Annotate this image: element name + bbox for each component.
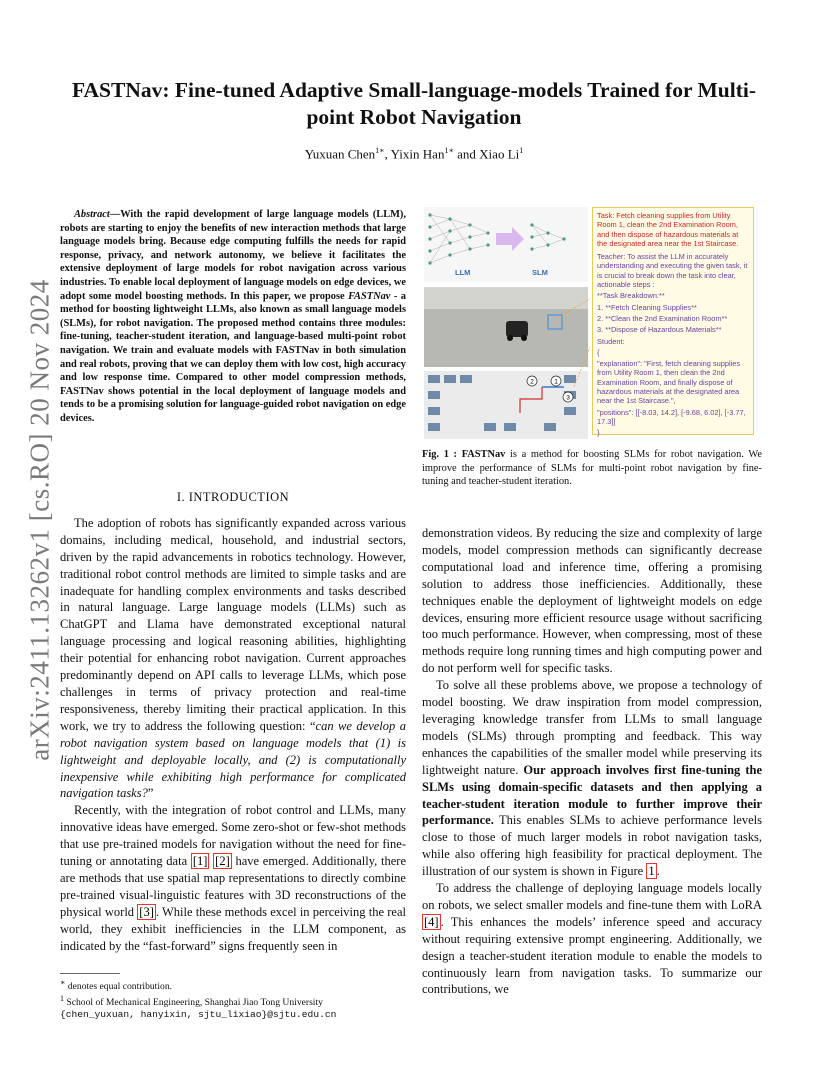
footnote: $^1$ School of Mechanical Engineering, Shanghai Jiao Tong University (60, 994, 323, 1009)
waypoint-label: 2 (530, 378, 534, 386)
author-name: Yuxuan Chen (304, 146, 376, 162)
student-explanation: "explanation": "First, fetch cleaning supplies from Utility Room 1, then clean the 2nd Examination Room, and finally dispose of hazardous materials at the designated area near the 1st Staircase.", (597, 359, 741, 406)
author-emails: {chen_yuxuan, hanyixin, sjtu_lixiao}@sjtu.edu.cn (60, 1009, 337, 1021)
paragraph: demonstration videos. By reducing the size and complexity of large models, model compression methods can significantly decrease computational load and inference time, offering a promising solution to address those inefficiencies. Additionally, these techniques enable the deployment of lightweight models on edge devices, ensuring more efficient resource usage without sacrificing too much performance. However, when compressing, most of these methods require long running times and high computing power and do not perform well for specific tasks. (422, 526, 762, 676)
left-column-body (60, 489, 406, 954)
citation-link[interactable]: [3] (139, 904, 154, 919)
figure-1 (424, 207, 764, 439)
right-column-body (422, 525, 762, 998)
prompt-dialogue-box (592, 207, 754, 438)
arxiv-identifier: arXiv:2411.13262v1 [cs.RO] 20 Nov 2024 (24, 279, 55, 761)
footnote-rule (60, 973, 120, 974)
abstract-text: —With the rapid development of large language models (LLM), robots are starting to enjoy the benefits of new interaction methods that large language models bring. Because edge computing fulfills the needs for rapid response, privacy, and network autonomy, we believe it facilitates the extensive deployment of large models for robot navigation across various industries. To enable local deployment of language models on edge devices, we adopt some model boosting methods. In this paper, we propose (60, 209, 406, 302)
author-name: Yixin Han (390, 146, 445, 162)
student-positions: "positions": [[-8.03, 14.2], [-9.68, 6.02], [-3.77, 17.3]] (597, 407, 746, 426)
author-affiliation-mark: 1 (519, 146, 524, 155)
abstract-label: Abstract (74, 209, 110, 220)
caption-method: FASTNav (461, 449, 506, 460)
figure-caption: Fig. 1 : FASTNav is a method for boosting SLMs for robot navigation. We improve the performance of SLMs for multi-point robot navigation by fine-tuning and teacher-student iteration. (422, 449, 762, 488)
paragraph: To solve all these problems above, we propose a technology of model boosting. We draw inspiration from model compression, leveraging knowledge transfer from LLMs to small language models (SLMs) through prompting and feedback. This way enhances the capabilities of the smaller model while preserving its lightweight nature. Our approach involves first fine-tuning the SLMs using domain-specific datasets and then applying a teacher-student iteration module to further improve their performance. This enables SLMs to achieve performance levels close to those of much larger models in robot navigation tasks, while also offering high feasibility for practical deployment. The illustration of our system is shown in Figure 1 . (422, 678, 762, 879)
step-item: **Task Breakdown:** (597, 291, 665, 301)
abstract-text: - a method for boosting lightweight LLMs, also known as small language models (SLMs), for robot navigation. The proposed method contains three modules: fine-tuning, teacher-student iteration, and language-based multi-point robot navigation. We train and evaluate models with FASTNav in both simulation and real robots, proving that we can deploy them with low cost, high accuracy and low response time. Compared to other model compression methods, FASTNav shows potential in the local deployment of language models and tends to be a promising solution for language-guided robot navigation on edge devices. (60, 290, 406, 424)
author-list (60, 146, 768, 162)
teacher-text: Teacher: To assist the LLM in accurately understanding and executing the given task, it is crucial to break down the task into clear, actionable steps : (597, 252, 748, 290)
citation-link[interactable]: [2] (215, 854, 230, 869)
json-brace: } (597, 428, 600, 438)
paper-title: FASTNav: Fine-tuned Adaptive Small-language-models Trained for Multi-point Robot Navigation (71, 78, 757, 129)
task-text: Task: Fetch cleaning supplies from Utility Room 1, clean the 2nd Examination Room, and then dispose of hazardous materials at the designated area near the 1st Staircase. (597, 211, 739, 248)
slm-label: SLM (532, 268, 548, 277)
llm-label: LLM (455, 268, 471, 277)
waypoint-label: 1 (554, 378, 558, 386)
citation-link[interactable]: [4] (424, 914, 439, 929)
caption-label: Fig. 1 : (422, 449, 458, 460)
author-separator: , (384, 146, 391, 162)
step-item: 3. **Dispose of Hazardous Materials** (597, 325, 722, 335)
step-item: 1. **Fetch Cleaning Supplies** (597, 302, 697, 312)
section-heading: I. INTRODUCTION (176, 490, 290, 504)
author-name: Xiao Li (479, 146, 520, 162)
citation-link[interactable]: [1] (192, 854, 208, 869)
author-affiliation-mark: 1∗ (444, 146, 454, 155)
paragraph: To address the challenge of deploying language models locally on robots, we select smaller models and fine-tune them with LoRA [4] . This enhances the models’ inference speed and accuracy without requiring extensive prompt engineering. Additionally, we design a teacher-student iteration module to enable the models to continuously learn from navigation tasks. To summarize our contributions, we (422, 881, 762, 997)
author-affiliation-mark: 1∗ (375, 146, 385, 155)
robot-icon (506, 321, 528, 337)
footnote: ∗ denotes equal contribution. (60, 978, 173, 993)
figure-illustration (424, 207, 590, 439)
json-brace: { (597, 347, 600, 357)
waypoint-label: 3 (566, 394, 570, 402)
step-item: 2. **Clean the 2nd Examination Room** (597, 313, 728, 323)
method-name: FASTNav (348, 290, 391, 302)
figure-link[interactable]: 1 (648, 864, 655, 879)
abstract (60, 208, 406, 426)
footnotes (60, 973, 406, 1021)
student-label: Student: (597, 336, 625, 346)
paragraph: The adoption of robots has significantly expanded across various domains, including medical, household, and industrial sectors, driven by the rapid advancements in robotics technology. However, traditional robot control methods are limited to simple tasks and are inadequate for handling complex environments and tasks described in natural language. Large language models (LLMs) such as ChatGPT and Llama have demonstrated exceptional natural language processing and logical reasoning abilities, highlighting their potential for enhancing robot navigation. Current approaches predominantly depend on API calls to leverage LLMs, which pose challenges in terms of privacy protection and real-time responsiveness, thereby limiting their practical application. In this work, we try to address the following question: “can we develop a robot navigation system based on language models that (1) is lightweight and deployable locally, and (2) is computationally inexpensive while exhibiting high performance for complicated navigation tasks?” (60, 515, 406, 801)
paragraph: Recently, with the integration of robot control and LLMs, many innovative ideas have emerged. Some zero-shot or few-shot methods that use pre-trained models for navigation without the need for fine-tuning or annotating data [1] [2] have emerged. Additionally, there are methods that use spatial map representations to directly combine pre-trained visual-linguistic features with 3D reconstructions of the physical world [3] . While these methods excel in perceiving the real world, they exhibit inefficiencies in the LLM component, as indicated by the “fast-forward” signs frequently seen in (60, 803, 406, 953)
author-separator: and (453, 146, 480, 162)
